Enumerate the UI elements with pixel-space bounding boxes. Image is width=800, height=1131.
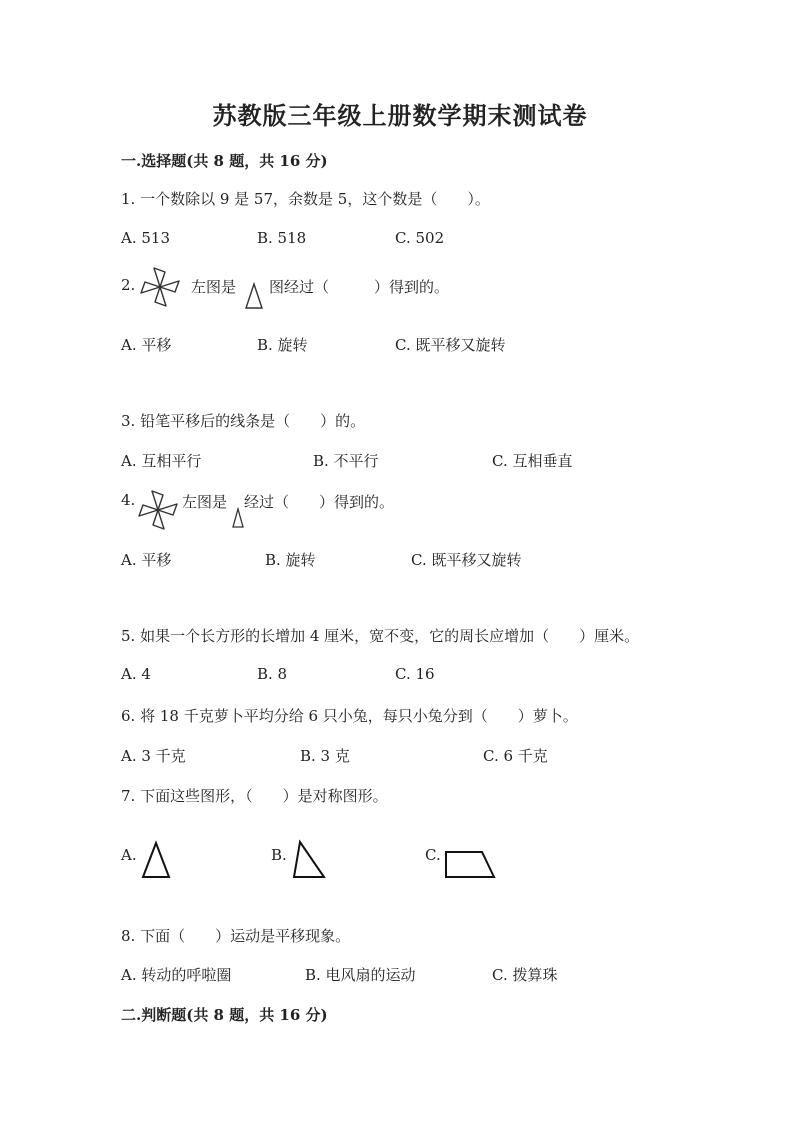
question-4-text-a: 左图是 — [182, 493, 228, 511]
q6-option-c: C. 6 千克 — [483, 747, 548, 765]
q7-option-b: B. — [271, 846, 287, 864]
q5-option-b: B. 8 — [257, 665, 288, 683]
section-1-heading: 一.选择题(共 8 题，共 16 分) — [121, 152, 328, 170]
q2-option-a: A. 平移 — [121, 336, 172, 354]
q7-option-c: C. — [425, 846, 441, 864]
q3-option-c: C. 互相垂直 — [492, 452, 573, 470]
q8-option-b: B. 电风扇的运动 — [305, 966, 416, 984]
q5-option-c: C. 16 — [395, 665, 435, 683]
q4-option-c: C. 既平移又旋转 — [411, 551, 522, 569]
scalene-triangle-shape — [288, 839, 328, 881]
q6-option-a: A. 3 千克 — [121, 747, 186, 765]
q1-option-b: B. 518 — [257, 229, 307, 247]
q7-option-a: A. — [121, 846, 137, 864]
triangle-figure — [244, 282, 264, 310]
question-2-text-b: 图经过（ ）得到的。 — [269, 278, 450, 296]
section-2-heading: 二.判断题(共 8 题，共 16 分) — [121, 1006, 328, 1024]
question-1-stem: 1. 一个数除以 9 是 57，余数是 5，这个数是（ ）。 — [121, 190, 490, 208]
q8-option-c: C. 拨算珠 — [492, 966, 558, 984]
question-6-stem: 6. 将 18 千克萝卜平均分给 6 只小兔，每只小兔分到（ ）萝卜。 — [121, 707, 578, 725]
q8-option-a: A. 转动的呼啦圈 — [121, 966, 232, 984]
right-trapezoid-shape — [442, 848, 498, 880]
q3-option-a: A. 互相平行 — [121, 452, 202, 470]
question-2-number: 2. — [121, 276, 136, 294]
pinwheel-figure — [138, 265, 182, 309]
question-4-text-b: 经过（ ）得到的。 — [244, 493, 395, 511]
isosceles-triangle-shape — [139, 840, 173, 880]
q1-option-c: C. 502 — [395, 229, 445, 247]
question-2-text-a: 左图是 — [191, 278, 237, 296]
question-4-number: 4. — [121, 491, 136, 509]
question-7-stem: 7. 下面这些图形，（ ）是对称图形。 — [121, 787, 388, 805]
q3-option-b: B. 不平行 — [313, 452, 379, 470]
q5-option-a: A. 4 — [121, 665, 151, 683]
question-5-stem: 5. 如果一个长方形的长增加 4 厘米，宽不变，它的周长应增加（ ）厘米。 — [121, 627, 640, 645]
q4-option-b: B. 旋转 — [265, 551, 316, 569]
page-title: 苏教版三年级上册数学期末测试卷 — [212, 101, 588, 130]
triangle-figure — [231, 507, 245, 529]
q2-option-b: B. 旋转 — [257, 336, 308, 354]
question-3-stem: 3. 铅笔平移后的线条是（ ）的。 — [121, 412, 366, 430]
q1-option-a: A. 513 — [121, 229, 170, 247]
q2-option-c: C. 既平移又旋转 — [395, 336, 506, 354]
pinwheel-figure — [136, 488, 180, 532]
q4-option-a: A. 平移 — [121, 551, 172, 569]
q6-option-b: B. 3 克 — [300, 747, 350, 765]
question-8-stem: 8. 下面（ ）运动是平移现象。 — [121, 927, 351, 945]
